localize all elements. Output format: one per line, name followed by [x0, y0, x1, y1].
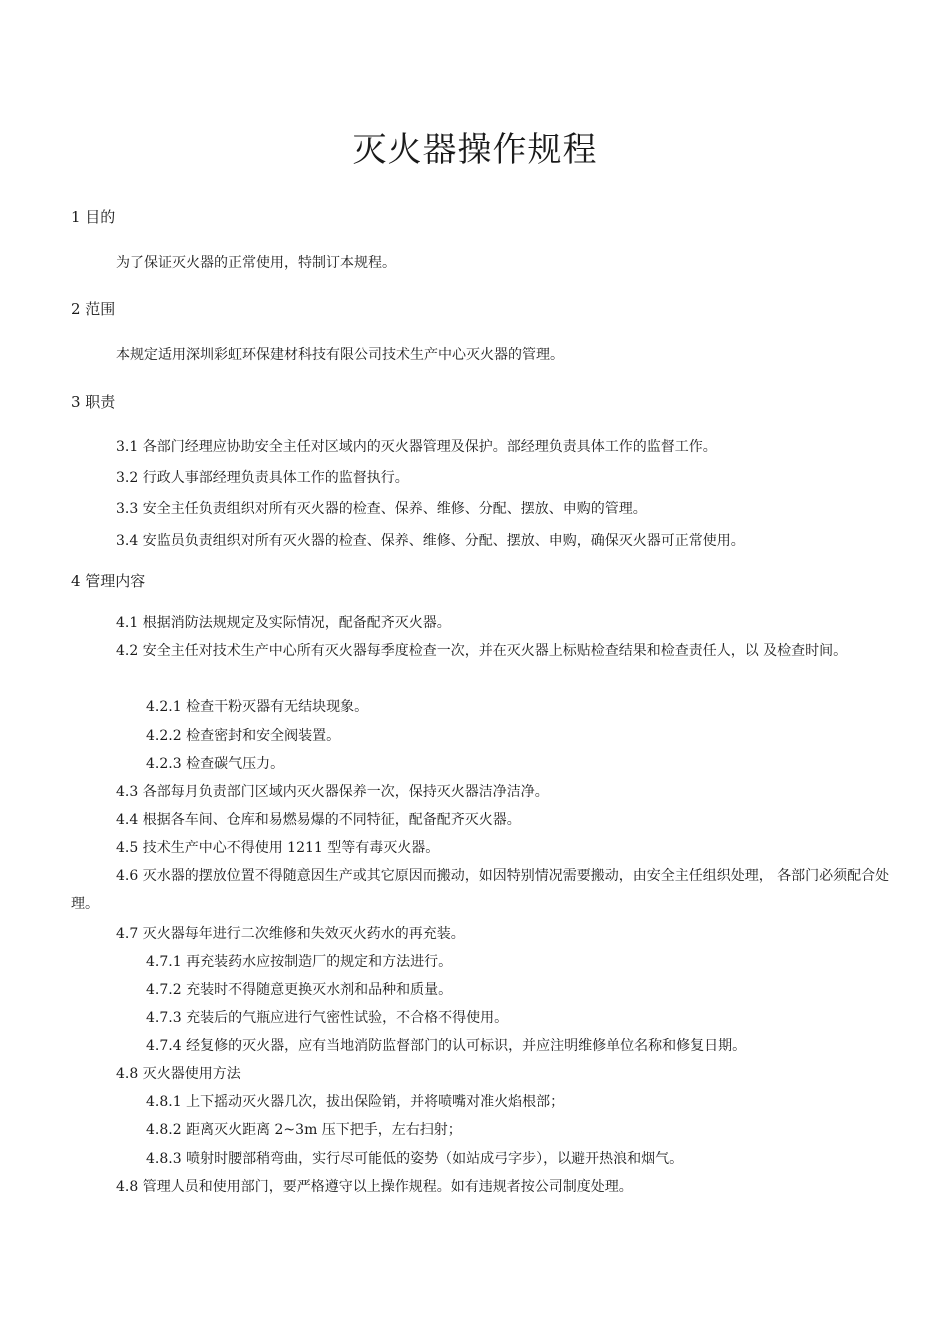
management-item-4-7: 4.7 灭火器每年进行二次维修和失效灭火药水的再充装。 [116, 926, 465, 942]
document-title: 灭火器操作规程 [352, 130, 598, 170]
management-subitem-4-7-2: 4.7.2 充装时不得随意更换灭水剂和品种和质量。 [146, 982, 453, 998]
management-item-4-5: 4.5 技术生产中心不得使用 1211 型等有毒灭火器。 [116, 840, 440, 856]
responsibility-item: 3.3 安全主任负责组织对所有灭火器的检查、保养、维修、分配、摆放、申购的管理。 [116, 501, 647, 517]
responsibility-item: 3.1 各部门经理应协助安全主任对区域内的灭火器管理及保护。部经理负责具体工作的监督工作。 [116, 439, 717, 455]
management-subitem-4-7-1: 4.7.1 再充装药水应按制造厂的规定和方法进行。 [146, 954, 453, 970]
responsibility-item: 3.2 行政人事部经理负责具体工作的监督执行。 [116, 470, 409, 486]
purpose-text: 为了保证灭火器的正常使用，特制订本规程。 [116, 255, 396, 271]
section-heading-purpose: 1 目的 [71, 208, 116, 226]
section-heading-responsibilities: 3 职责 [71, 393, 116, 411]
management-item-4-2: 4.2 安全主任对技术生产中心所有灭火器每季度检查一次，并在灭火器上标贴检查结果和检查责任人，以 及检查时间。 [116, 643, 848, 659]
scope-text: 本规定适用深圳彩虹环保建材科技有限公司技术生产中心灭火器的管理。 [116, 347, 564, 363]
management-subitem-4-8-1: 4.8.1 上下摇动灭火器几次，拔出保险销，并将喷嘴对准火焰根部； [146, 1094, 565, 1110]
management-item-4-4: 4.4 根据各车间、仓库和易燃易爆的不同特征，配备配齐灭火器。 [116, 812, 521, 828]
management-item-4-6: 4.6 灭水器的摆放位置不得随意因生产或其它原因而搬动，如因特别情况需要搬动，由安全主任组织处理， 各部门必须配合处理。 [71, 868, 890, 912]
section-heading-management: 4 管理内容 [71, 572, 146, 590]
management-subitem-4-2-1: 4.2.1 检查干粉灭器有无结块现象。 [146, 699, 369, 715]
management-item-4-1: 4.1 根据消防法规规定及实际情况，配备配齐灭火器。 [116, 615, 451, 631]
management-subitem-4-2-2: 4.2.2 检查密封和安全阀装置。 [146, 728, 341, 744]
management-item-4-3: 4.3 各部每月负责部门区域内灭火器保养一次，保持灭火器洁净洁净。 [116, 784, 549, 800]
management-item-4-8-compliance: 4.8 管理人员和使用部门，要严格遵守以上操作规程。如有违规者按公司制度处理。 [116, 1179, 633, 1195]
management-subitem-4-8-2: 4.8.2 距离灭火距离 2~3m 压下把手，左右扫射； [146, 1122, 462, 1138]
responsibility-item: 3.4 安监员负责组织对所有灭火器的检查、保养、维修、分配、摆放、申购，确保灭火器可正常使用。 [116, 533, 745, 549]
management-subitem-4-7-3: 4.7.3 充装后的气瓶应进行气密性试验，不合格不得使用。 [146, 1010, 509, 1026]
management-subitem-4-7-4: 4.7.4 经复修的灭火器，应有当地消防监督部门的认可标识，并应注明维修单位名称和修复日期。 [146, 1038, 747, 1054]
management-subitem-4-2-3: 4.2.3 检查碳气压力。 [146, 756, 285, 772]
management-item-4-8: 4.8 灭火器使用方法 [116, 1066, 241, 1082]
section-heading-scope: 2 范围 [71, 300, 116, 318]
management-subitem-4-8-3: 4.8.3 喷射时腰部稍弯曲，实行尽可能低的姿势（如站成弓字步），以避开热浪和烟气。 [146, 1151, 684, 1167]
